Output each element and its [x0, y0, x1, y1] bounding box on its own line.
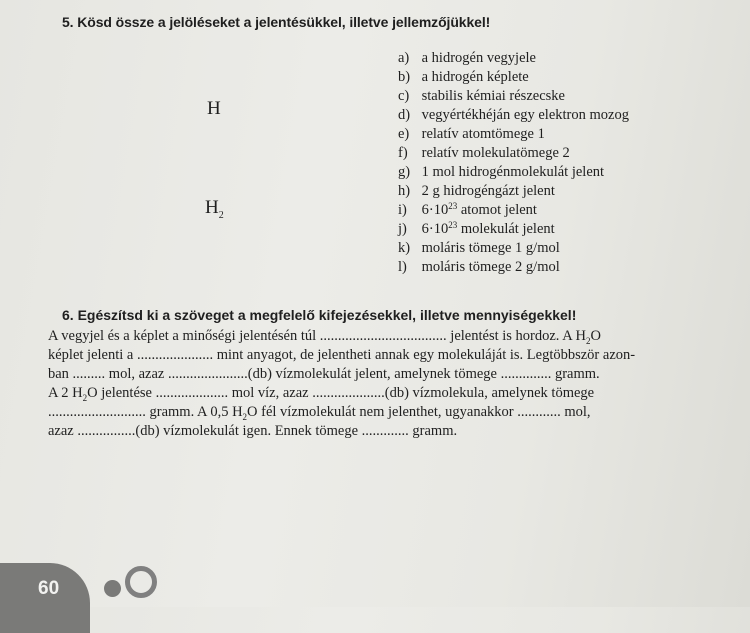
list-item	[398, 144, 629, 163]
list-item	[398, 182, 629, 201]
list-item-letter: j)	[398, 221, 407, 237]
subscript: 2	[82, 392, 88, 403]
list-item-text-pre: 6·10	[421, 221, 449, 237]
list-item-text-post: molekulát jelent	[457, 221, 555, 237]
list-item-text: 2 g hidrogéngázt jelent	[421, 183, 555, 199]
list-item-text: relatív atomtömege 1	[421, 126, 545, 142]
list-item-text: stabilis kémiai részecske	[421, 88, 565, 104]
list-item-letter: c)	[398, 88, 410, 104]
list-item-letter: g)	[398, 164, 411, 180]
list-item	[398, 68, 629, 87]
list-item	[398, 201, 629, 220]
line-text: A vegyjel és a képlet a minőségi jelentésén túl ................................... jelentést is hordoz. A H	[48, 328, 587, 344]
list-item	[398, 239, 629, 258]
filled-dot-icon	[104, 580, 121, 597]
list-item-text: a hidrogén vegyjele	[421, 50, 536, 66]
list-item	[398, 258, 629, 277]
list-item-text: moláris tömege 2 g/mol	[421, 259, 560, 275]
list-item-letter: h)	[398, 183, 411, 199]
list-item	[398, 106, 629, 125]
line-text: O jelentése .................... mol víz, azaz ....................(db) vízmolekula, amelynek tömege	[87, 385, 595, 401]
line-text: A 2 H	[48, 385, 83, 401]
list-item-letter: b)	[398, 69, 411, 85]
list-item-text: a hidrogén képlete	[421, 69, 529, 85]
symbol-h2-subscript: 2	[218, 209, 224, 221]
list-item-text: vegyértékhéján egy elektron mozog	[421, 107, 629, 123]
ring-dot-icon	[125, 566, 157, 598]
list-item	[398, 49, 629, 68]
paragraph-line	[48, 327, 716, 346]
fill-in-paragraph	[48, 327, 716, 441]
symbol-h: H	[207, 98, 221, 119]
paragraph-line: azaz ................(db) vízmolekulát igen. Ennek tömege ............. gramm.	[48, 423, 458, 439]
list-item-letter: k)	[398, 240, 411, 256]
list-item-letter: i)	[398, 202, 407, 218]
list-item	[398, 163, 629, 182]
list-item	[398, 220, 629, 239]
line-text: O	[590, 328, 601, 344]
symbol-h2-base: H	[205, 197, 219, 218]
subscript: 2	[586, 335, 591, 346]
paragraph-line: képlet jelenti a ..................... mint anyagot, de jelentheti annak egy molekuláját is. Legtöbbször azon-	[48, 347, 636, 363]
paragraph-line	[48, 384, 716, 403]
meaning-list	[398, 49, 629, 277]
page-number: 60	[38, 578, 60, 599]
subscript: 2	[242, 411, 248, 422]
exponent: 23	[448, 220, 458, 230]
exercise-5-heading: 5. Kösd össze a jelöléseket a jelentésükkel, illetve jellemzőjükkel!	[62, 14, 491, 30]
list-item-text-pre: 6·10	[421, 202, 449, 218]
exercise-6-heading: 6. Egészítsd ki a szöveget a megfelelő kifejezésekkel, illetve mennyiségekkel!	[62, 307, 577, 323]
list-item-letter: l)	[398, 259, 407, 275]
paragraph-line: ban ......... mol, azaz ......................(db) vízmolekulát jelent, amelynek tömege .............. gramm.	[48, 366, 600, 382]
list-item-text: moláris tömege 1 g/mol	[421, 240, 560, 256]
paragraph-line	[48, 403, 716, 422]
exponent: 23	[448, 201, 458, 211]
list-item-letter: f)	[398, 145, 408, 161]
list-item-letter: d)	[398, 107, 411, 123]
list-item-text-post: atomot jelent	[457, 202, 537, 218]
list-item	[398, 87, 629, 106]
list-item-text: 1 mol hidrogénmolekulát jelent	[421, 164, 605, 180]
list-item-letter: e)	[398, 126, 410, 142]
symbol-h2	[205, 197, 224, 221]
list-item-letter: a)	[398, 50, 410, 66]
line-text: O fél vízmolekulát nem jelenthet, ugyanakkor ............ mol,	[247, 404, 591, 420]
line-text: ........................... gramm. A 0,5 H	[48, 404, 243, 420]
list-item-text: relatív molekulatömege 2	[421, 145, 570, 161]
list-item	[398, 125, 629, 144]
